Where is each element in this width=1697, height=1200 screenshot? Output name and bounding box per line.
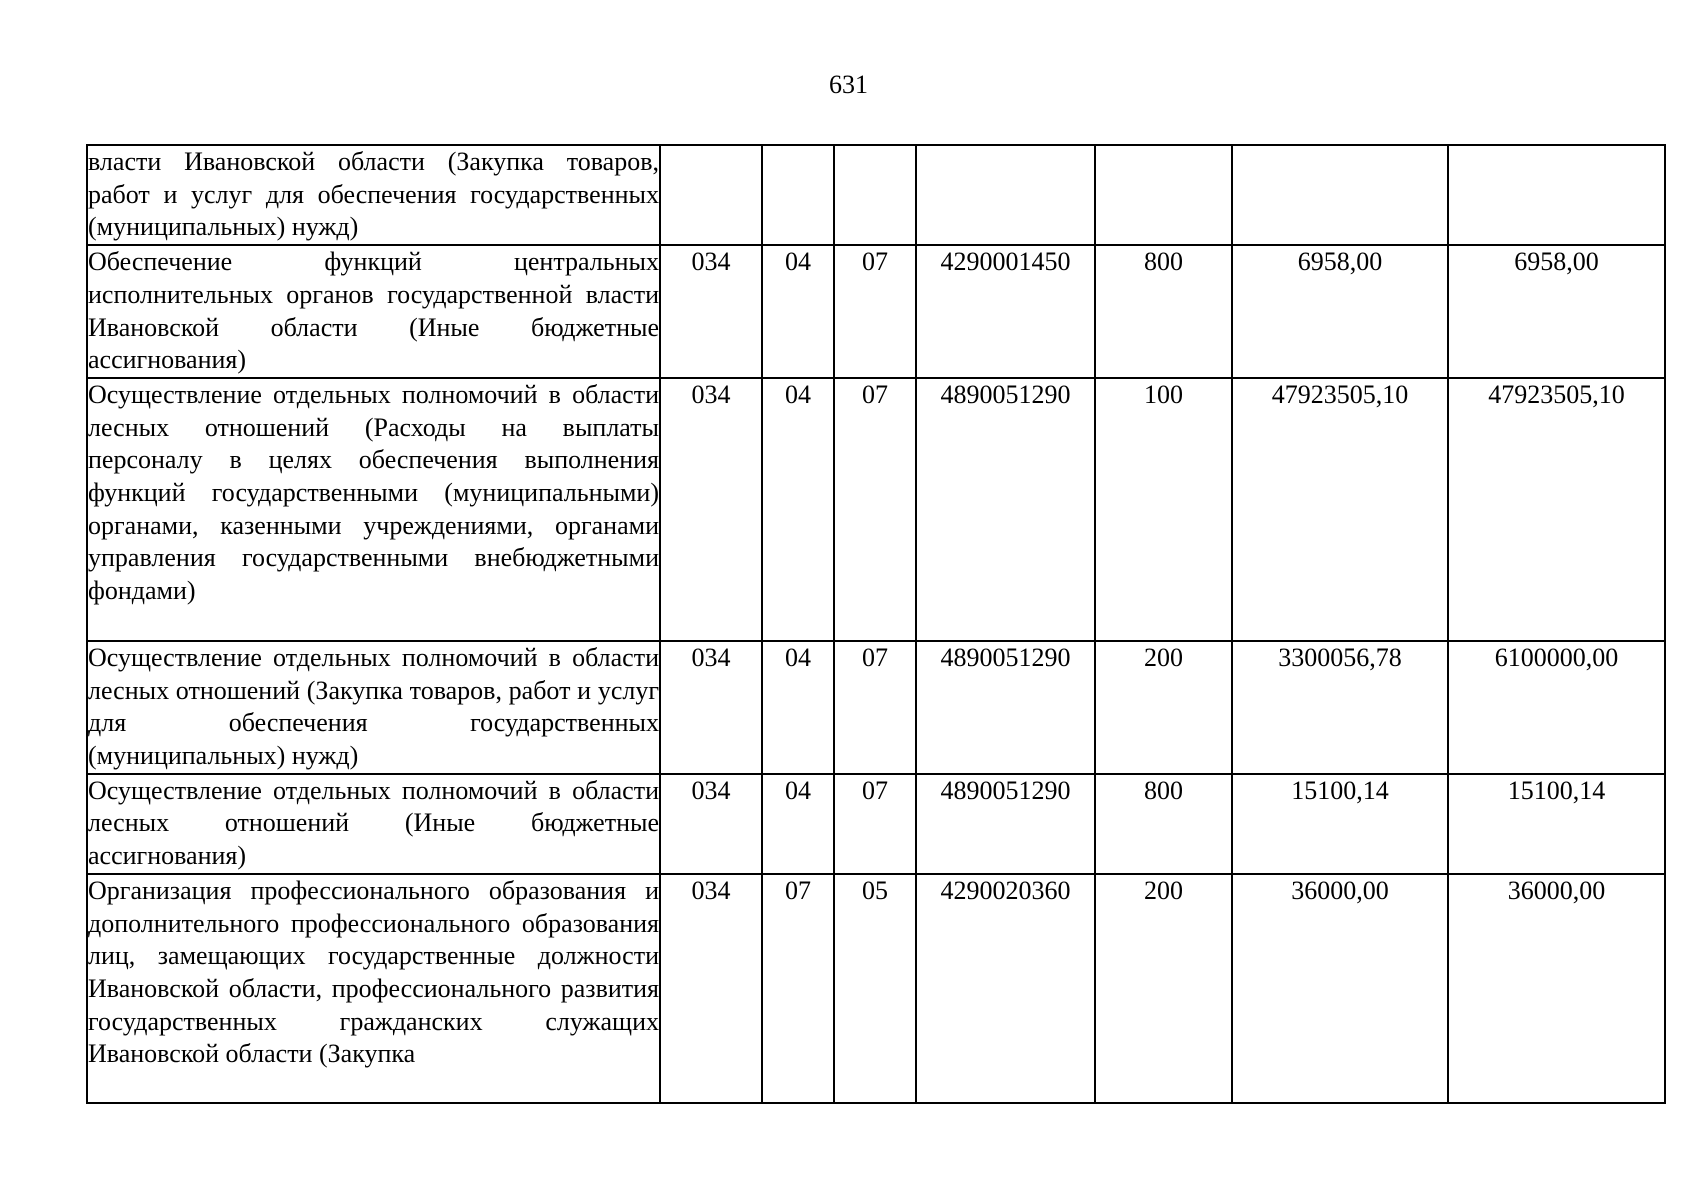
ministry-code-cell — [660, 145, 762, 245]
target-article-cell: 4290001450 — [916, 245, 1095, 378]
amount-2-cell: 47923505,10 — [1448, 378, 1665, 641]
row-description: Обеспечение функций центральных исполнительных органов государственной власти Ивановской области (Иные бюджетные ассигнования) — [87, 245, 660, 378]
expense-type-cell: 800 — [1095, 245, 1232, 378]
target-article-cell: 4890051290 — [916, 378, 1095, 641]
row-description: Осуществление отдельных полномочий в области лесных отношений (Расходы на выплаты персоналу в целях обеспечения выполнения функций государственными (муниципальными) органами, казенными учреждениями, органами управления государственными внебюджетными фондами) — [87, 378, 660, 641]
subsection-code-cell: 05 — [834, 874, 916, 1103]
amount-2-cell — [1448, 145, 1665, 245]
ministry-code-cell: 034 — [660, 641, 762, 774]
amount-2-cell: 6958,00 — [1448, 245, 1665, 378]
section-code-cell: 07 — [762, 874, 834, 1103]
amount-1-cell: 6958,00 — [1232, 245, 1448, 378]
ministry-code-cell: 034 — [660, 378, 762, 641]
section-code-cell: 04 — [762, 641, 834, 774]
target-article-cell: 4290020360 — [916, 874, 1095, 1103]
subsection-code-cell — [834, 145, 916, 245]
amount-2-cell: 36000,00 — [1448, 874, 1665, 1103]
ministry-code-cell: 034 — [660, 245, 762, 378]
subsection-code-cell: 07 — [834, 245, 916, 378]
table-row — [87, 378, 1665, 641]
table-row — [87, 874, 1665, 1103]
amount-1-cell: 36000,00 — [1232, 874, 1448, 1103]
table-row — [87, 641, 1665, 774]
section-code-cell: 04 — [762, 378, 834, 641]
amount-1-cell: 3300056,78 — [1232, 641, 1448, 774]
expense-type-cell: 100 — [1095, 378, 1232, 641]
ministry-code-cell: 034 — [660, 774, 762, 874]
amount-1-cell: 15100,14 — [1232, 774, 1448, 874]
ministry-code-cell: 034 — [660, 874, 762, 1103]
amount-2-cell: 15100,14 — [1448, 774, 1665, 874]
expense-type-cell — [1095, 145, 1232, 245]
budget-table — [86, 144, 1666, 1104]
table-row — [87, 145, 1665, 245]
table-row — [87, 245, 1665, 378]
section-code-cell: 04 — [762, 774, 834, 874]
amount-1-cell — [1232, 145, 1448, 245]
row-description: Осуществление отдельных полномочий в области лесных отношений (Иные бюджетные ассигнования) — [87, 774, 660, 874]
target-article-cell: 4890051290 — [916, 641, 1095, 774]
target-article-cell — [916, 145, 1095, 245]
row-description: Осуществление отдельных полномочий в области лесных отношений (Закупка товаров, работ и услуг для обеспечения государственных (муниципальных) нужд) — [87, 641, 660, 774]
amount-2-cell: 6100000,00 — [1448, 641, 1665, 774]
subsection-code-cell: 07 — [834, 378, 916, 641]
page-number: 631 — [829, 70, 868, 99]
target-article-cell: 4890051290 — [916, 774, 1095, 874]
expense-type-cell: 200 — [1095, 641, 1232, 774]
subsection-code-cell: 07 — [834, 641, 916, 774]
amount-1-cell: 47923505,10 — [1232, 378, 1448, 641]
subsection-code-cell: 07 — [834, 774, 916, 874]
row-description: Организация профессионального образования и дополнительного профессионального образования лиц, замещающих государственные должности Ивановской области, профессионального развития государственных гражданских служащих Ивановской области (Закупка — [87, 874, 660, 1103]
expense-type-cell: 800 — [1095, 774, 1232, 874]
section-code-cell — [762, 145, 834, 245]
expense-type-cell: 200 — [1095, 874, 1232, 1103]
section-code-cell: 04 — [762, 245, 834, 378]
table-row — [87, 774, 1665, 874]
row-description: власти Ивановской области (Закупка товаров, работ и услуг для обеспечения государственных (муниципальных) нужд) — [87, 145, 660, 245]
